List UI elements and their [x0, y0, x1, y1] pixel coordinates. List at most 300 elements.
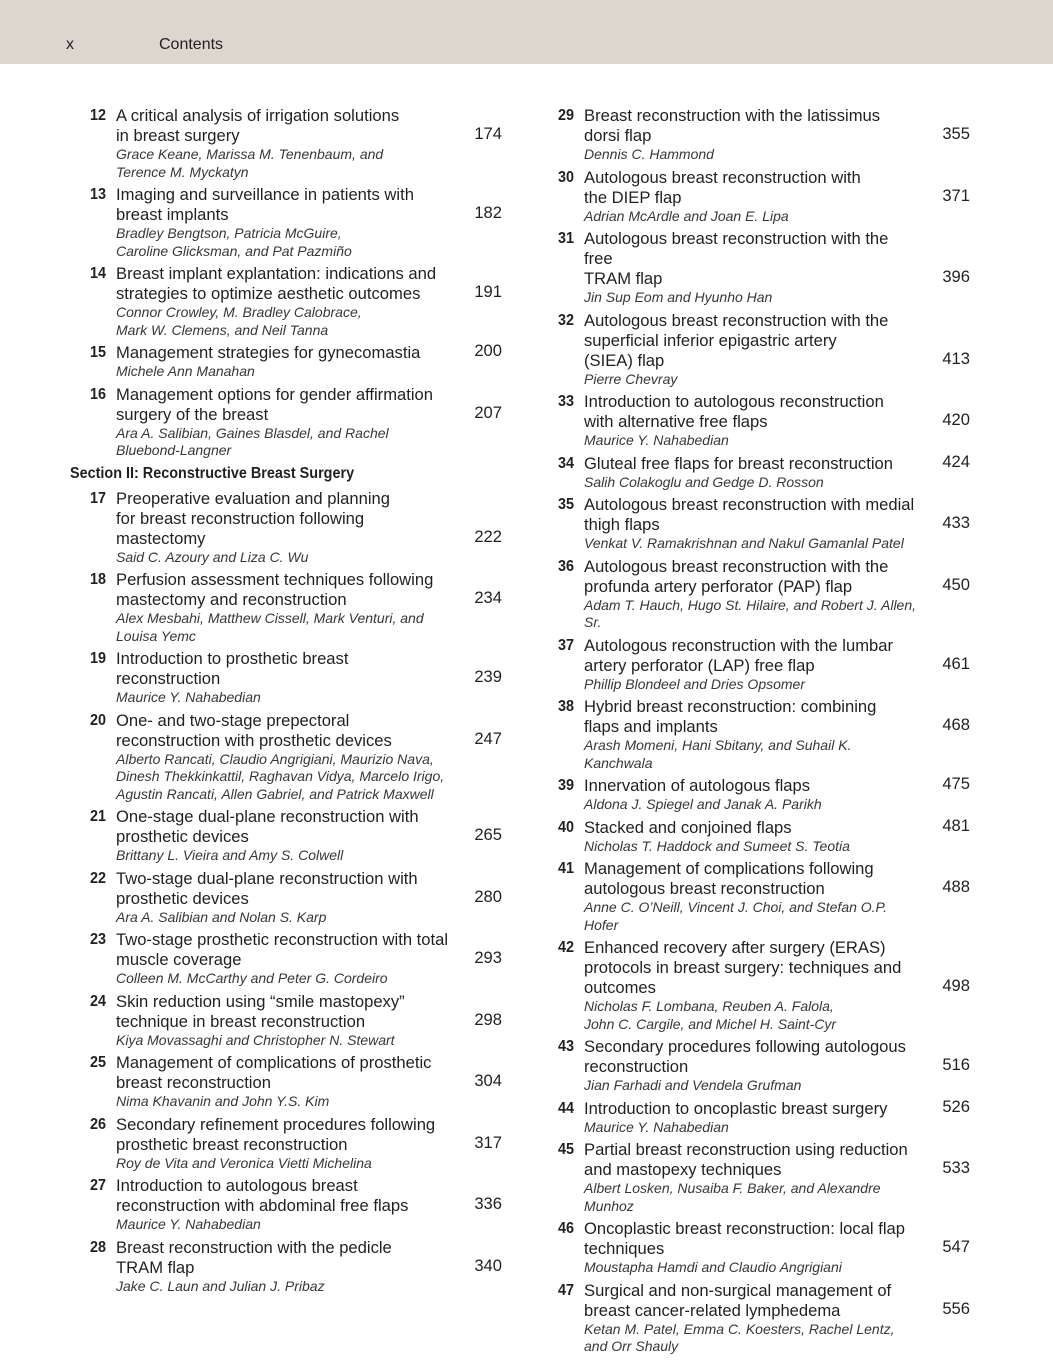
author-line: Maurice Y. Nahabedian — [116, 689, 261, 705]
chapter-number: 44 — [557, 1099, 574, 1117]
chapter-title — [116, 649, 452, 689]
page-ref: 336 — [474, 1194, 502, 1213]
toc-entry — [70, 489, 502, 567]
chapter-authors — [116, 304, 452, 339]
author-line: Albert Losken, Nusaiba F. Baker, and Alexandre Munhoz — [584, 1180, 881, 1214]
chapter-title-block — [116, 710, 502, 751]
chapter-title-block — [116, 868, 502, 909]
page-ref: 516 — [942, 1055, 970, 1074]
page-ref: 317 — [474, 1132, 502, 1152]
chapter-title-block — [116, 341, 502, 363]
author-line: Connor Crowley, M. Bradley Calobrace, — [116, 304, 362, 320]
chapter-title — [584, 636, 920, 676]
chapter-authors — [584, 838, 920, 856]
page-ref: 191 — [474, 282, 502, 301]
chapter-title — [116, 343, 452, 363]
author-line: Michele Ann Manahan — [116, 363, 255, 379]
chapter-number: 37 — [557, 636, 574, 654]
chapter-authors — [116, 146, 452, 181]
chapter-title-line: mastectomy — [116, 528, 206, 548]
author-line: Mark W. Clemens, and Neil Tanna — [116, 321, 329, 338]
page-ref: 280 — [474, 886, 502, 906]
toc-entry — [538, 1140, 970, 1215]
page-ref: 239 — [474, 667, 502, 686]
chapter-title-line: Skin reduction using “smile mastopexy” — [116, 991, 405, 1011]
chapter-title — [584, 229, 920, 289]
chapter-title-line: dorsi flap — [584, 126, 652, 145]
chapter-title-line: Management strategies for gynecomastia — [116, 343, 421, 362]
page-ref: 340 — [474, 1255, 502, 1275]
chapter-title-block — [116, 1176, 502, 1216]
chapter-title-block — [584, 1037, 970, 1077]
chapter-title — [116, 264, 452, 304]
chapter-title-block — [584, 451, 970, 474]
toc-entry — [70, 570, 502, 645]
toc-entry — [538, 392, 970, 450]
author-line: Bluebond-Langner — [116, 442, 232, 458]
chapter-title-line: for breast reconstruction following — [116, 508, 365, 528]
page-ref: 481 — [942, 815, 970, 835]
chapter-title-line: Hybrid breast reconstruction: combining — [584, 697, 877, 716]
chapter-title — [116, 869, 452, 909]
author-line: Jin Sup Eom and Hyunho Han — [584, 289, 773, 305]
page-ref: 234 — [474, 588, 502, 607]
chapter-title — [116, 1115, 452, 1155]
toc-entry — [70, 1053, 502, 1111]
chapter-title-block — [116, 185, 502, 225]
chapter-authors — [584, 1077, 920, 1095]
toc-entry — [538, 697, 970, 772]
chapter-title — [584, 818, 920, 838]
chapter-title-block — [116, 384, 502, 425]
chapter-title-line: technique in breast reconstruction — [116, 1011, 366, 1031]
chapter-title-line: Two-stage prosthetic reconstruction with total — [116, 930, 449, 949]
toc-entry — [538, 815, 970, 856]
toc-entry — [70, 106, 502, 181]
chapter-number: 39 — [557, 777, 574, 794]
author-line: Jake C. Laun and Julian J. Pribaz — [116, 1277, 325, 1294]
chapter-title-line: Breast implant explantation: indications and — [116, 264, 437, 283]
chapter-title-line: superficial inferior epigastric artery — [584, 330, 837, 350]
chapter-title-line: techniques — [584, 1239, 665, 1258]
toc-entry — [70, 992, 502, 1050]
chapter-title-line: Innervation of autologous flaps — [584, 776, 811, 795]
chapter-title-block — [584, 310, 970, 371]
author-line: Maurice Y. Nahabedian — [584, 1118, 729, 1135]
chapter-authors — [584, 676, 920, 694]
chapter-title-line: Partial breast reconstruction using reduction — [584, 1140, 908, 1159]
chapter-title-block — [584, 635, 970, 676]
chapter-title-line: thigh flaps — [584, 515, 660, 534]
page-number: x — [66, 36, 74, 53]
chapter-title-line: Breast reconstruction with the pedicle — [116, 1237, 392, 1257]
chapter-title-line: breast reconstruction — [116, 1073, 271, 1092]
chapter-authors — [584, 208, 920, 226]
page-ref: 461 — [942, 653, 970, 673]
author-line: Jian Farhadi and Vendela Grufman — [584, 1077, 802, 1093]
author-line: Phillip Blondeel and Dries Opsomer — [584, 675, 805, 692]
chapter-title-line: outcomes — [584, 978, 656, 997]
chapter-number: 43 — [557, 1038, 574, 1055]
chapter-title-block — [116, 570, 502, 610]
chapter-number: 30 — [557, 168, 574, 186]
page-ref: 526 — [942, 1096, 970, 1116]
page-ref: 547 — [942, 1237, 970, 1256]
author-line: Maurice Y. Nahabedian — [116, 1216, 261, 1232]
chapter-title — [116, 930, 452, 970]
chapter-title-block — [116, 807, 502, 847]
chapter-number: 20 — [89, 711, 106, 729]
chapter-title-line: Management options for gender affirmation — [116, 384, 434, 404]
chapter-authors — [116, 689, 452, 707]
toc-entry — [70, 1176, 502, 1234]
chapter-title-block — [584, 815, 970, 838]
chapter-title-block — [116, 1114, 502, 1155]
author-line: Adam T. Hauch, Hugo St. Hilaire, and Robert J. Allen, Sr. — [584, 596, 917, 630]
chapter-number: 29 — [557, 107, 574, 124]
chapter-title-line: reconstruction — [584, 1057, 689, 1076]
chapter-title-line: TRAM flap — [116, 1257, 195, 1277]
toc-entry — [538, 776, 970, 814]
chapter-authors — [116, 549, 452, 567]
chapter-authors — [116, 847, 452, 865]
toc-entry — [70, 264, 502, 339]
chapter-title-line: Enhanced recovery after surgery (ERAS) — [584, 938, 886, 957]
chapter-title — [584, 1037, 920, 1077]
chapter-title-line: muscle coverage — [116, 950, 242, 969]
toc-entry — [538, 1281, 970, 1356]
chapter-title — [584, 106, 920, 146]
chapter-authors — [116, 1032, 452, 1050]
toc-entry — [538, 106, 970, 164]
chapter-authors — [116, 1278, 452, 1296]
toc-entry — [538, 1219, 970, 1277]
chapter-title — [116, 1053, 452, 1093]
chapter-number: 32 — [557, 311, 574, 329]
page-ref: 182 — [474, 203, 502, 222]
chapter-title-block — [116, 1053, 502, 1093]
chapter-number: 23 — [89, 931, 106, 948]
chapter-title-line: protocols in breast surgery: techniques and — [584, 958, 902, 977]
toc-entry — [70, 807, 502, 865]
chapter-title-block — [584, 1140, 970, 1180]
chapter-authors — [584, 1180, 920, 1215]
chapter-title-line: Management of complications following — [584, 859, 874, 878]
chapter-title-line: profunda artery perforator (PAP) flap — [584, 576, 853, 596]
chapter-title-line: reconstruction — [116, 669, 221, 688]
chapter-authors — [116, 363, 452, 381]
page-header — [0, 0, 1053, 64]
chapter-title-line: Stacked and conjoined flaps — [584, 817, 792, 837]
toc-entry — [538, 495, 970, 553]
author-line: Agustin Rancati, Allen Gabriel, and Patrick Maxwell — [116, 785, 434, 802]
author-line: Anne C. O’Neill, Vincent J. Choi, and Stefan O.P. Hofer — [584, 899, 887, 933]
author-line: Louisa Yemc — [116, 627, 196, 644]
author-line: Ara A. Salibian, Gaines Blasdel, and Rachel — [116, 424, 389, 441]
chapter-authors — [584, 432, 920, 450]
toc-entry — [70, 1115, 502, 1173]
chapter-title — [116, 807, 452, 847]
chapter-number: 35 — [557, 496, 574, 513]
chapter-title-line: surgery of the breast — [116, 404, 269, 424]
chapter-title-block — [584, 167, 970, 208]
toc-entry — [70, 869, 502, 927]
page-ref: 371 — [942, 185, 970, 205]
page-ref: 293 — [474, 948, 502, 967]
page-ref: 247 — [474, 728, 502, 748]
chapter-title-block — [584, 106, 970, 146]
chapter-number: 28 — [89, 1238, 106, 1256]
chapter-title-block — [116, 649, 502, 689]
chapter-number: 19 — [89, 650, 106, 667]
chapter-number: 34 — [557, 454, 574, 472]
chapter-title-line: reconstruction with abdominal free flaps — [116, 1196, 409, 1215]
page-ref: 488 — [942, 877, 970, 896]
chapter-title — [116, 992, 452, 1032]
chapter-title-line: Introduction to oncoplastic breast surgery — [584, 1098, 888, 1118]
chapter-title — [584, 557, 920, 597]
chapter-authors — [584, 371, 920, 389]
chapter-title-line: the DIEP flap — [584, 187, 682, 207]
page-ref: 433 — [942, 513, 970, 532]
chapter-title-line: (SIEA) flap — [584, 350, 665, 370]
toc-column-left — [70, 106, 502, 1299]
chapter-title-block — [584, 556, 970, 597]
page-ref: 304 — [474, 1071, 502, 1090]
chapter-title — [584, 1099, 920, 1119]
chapter-number: 42 — [557, 939, 574, 956]
chapter-title-line: Imaging and surveillance in patients with — [116, 185, 414, 204]
author-line: Alex Mesbahi, Matthew Cissell, Mark Venturi, and — [116, 610, 424, 626]
toc-entry — [538, 229, 970, 307]
chapter-authors — [116, 610, 452, 645]
page-ref: 207 — [474, 402, 502, 422]
chapter-title — [584, 1281, 920, 1321]
chapter-title — [116, 1238, 452, 1278]
chapter-title-line: flaps and implants — [584, 717, 718, 736]
toc-entry — [70, 649, 502, 707]
chapter-authors — [584, 1259, 920, 1277]
chapter-number: 15 — [89, 344, 106, 361]
chapter-title — [584, 168, 920, 208]
page-ref: 468 — [942, 715, 970, 734]
author-line: John C. Cargile, and Michel H. Saint-Cyr — [584, 1015, 837, 1032]
chapter-title-line: reconstruction with prosthetic devices — [116, 730, 392, 750]
chapter-title-line: Introduction to autologous reconstruction — [584, 392, 884, 411]
toc-entry — [70, 1238, 502, 1296]
toc-entry — [538, 1037, 970, 1095]
chapter-number: 33 — [557, 393, 574, 410]
chapter-title-line: Autologous reconstruction with the lumbar — [584, 635, 893, 655]
author-line: Said C. Azoury and Liza C. Wu — [116, 548, 309, 565]
chapter-authors — [584, 474, 920, 492]
chapter-title-line: Management of complications of prosthetic — [116, 1053, 432, 1072]
chapter-authors — [584, 899, 920, 934]
chapter-title — [584, 1219, 920, 1259]
chapter-authors — [584, 289, 920, 307]
author-line: Bradley Bengtson, Patricia McGuire, — [116, 225, 342, 241]
chapter-authors — [584, 146, 920, 164]
author-line: and Orr Shauly — [584, 1338, 679, 1354]
chapter-title — [116, 185, 452, 225]
chapter-number: 25 — [89, 1054, 106, 1071]
author-line: Arash Momeni, Hani Sbitany, and Suhail K. Kanchwala — [584, 737, 852, 771]
chapter-number: 31 — [557, 230, 574, 247]
chapter-title — [584, 697, 920, 737]
author-line: Moustapha Hamdi and Claudio Angrigiani — [584, 1259, 842, 1275]
chapter-title-line: Two-stage dual-plane reconstruction with — [116, 868, 418, 888]
chapter-number: 26 — [89, 1115, 106, 1133]
chapter-number: 41 — [557, 860, 574, 877]
author-line: Nima Khavanin and John Y.S. Kim — [116, 1093, 330, 1109]
chapter-title-block — [584, 697, 970, 737]
chapter-authors — [584, 998, 920, 1033]
author-line: Pierre Chevray — [584, 370, 678, 387]
toc-entry — [70, 385, 502, 460]
page-ref: 498 — [942, 976, 970, 995]
chapter-title-block — [584, 392, 970, 432]
chapter-title — [584, 495, 920, 535]
chapter-number: 14 — [89, 265, 106, 282]
chapter-authors — [116, 909, 452, 927]
page-ref: 424 — [942, 451, 970, 471]
author-line: Brittany L. Vieira and Amy S. Colwell — [116, 847, 344, 863]
chapter-title-line: TRAM flap — [584, 269, 663, 288]
chapter-title-line: Autologous breast reconstruction with the — [584, 556, 889, 576]
chapter-authors — [584, 796, 920, 814]
chapter-title-line: prosthetic breast reconstruction — [116, 1134, 348, 1154]
author-line: Nicholas T. Haddock and Sumeet S. Teotia — [584, 837, 850, 854]
chapter-number: 40 — [557, 818, 574, 836]
author-line: Venkat V. Ramakrishnan and Nakul Gamanlal Patel — [584, 535, 904, 551]
toc-entry — [538, 938, 970, 1033]
toc-entry — [70, 185, 502, 260]
toc-entry — [538, 168, 970, 226]
chapter-number: 38 — [557, 698, 574, 715]
chapter-title-line: prosthetic devices — [116, 888, 249, 908]
chapter-title — [584, 392, 920, 432]
chapter-title-line: prosthetic devices — [116, 827, 249, 846]
chapter-title-block — [116, 488, 502, 549]
page-ref: 413 — [942, 348, 970, 368]
page-ref: 355 — [942, 124, 970, 143]
chapter-title-block — [584, 1280, 970, 1321]
chapter-number: 27 — [89, 1177, 106, 1194]
chapter-title-line: Secondary refinement procedures following — [116, 1114, 436, 1134]
page-ref: 298 — [474, 1009, 502, 1029]
chapter-number: 13 — [89, 186, 106, 203]
chapter-title-line: Perfusion assessment techniques following — [116, 570, 434, 589]
running-title: Contents — [159, 36, 224, 53]
chapter-title-line: with alternative free flaps — [584, 412, 768, 431]
chapter-title-block — [584, 774, 970, 796]
chapter-authors — [116, 1216, 452, 1234]
chapter-number: 21 — [89, 808, 106, 825]
chapter-title-line: Autologous breast reconstruction with the free — [584, 229, 889, 268]
chapter-title-block — [584, 859, 970, 899]
chapter-title-line: One- and two-stage prepectoral — [116, 710, 350, 730]
chapter-title-line: artery perforator (LAP) free flap — [584, 655, 815, 675]
chapter-title-block — [116, 1237, 502, 1278]
chapter-number: 18 — [89, 571, 106, 588]
chapter-title — [584, 454, 920, 474]
chapter-number: 47 — [557, 1281, 574, 1299]
chapter-number: 24 — [89, 992, 106, 1010]
page-ref: 420 — [942, 410, 970, 429]
chapter-authors — [116, 970, 452, 988]
chapter-title — [116, 570, 452, 610]
author-line: Maurice Y. Nahabedian — [584, 432, 729, 448]
author-line: Salih Colakoglu and Gedge D. Rosson — [584, 473, 824, 490]
toc-entry — [538, 859, 970, 934]
chapter-title-line: Oncoplastic breast reconstruction: local flap — [584, 1219, 905, 1238]
chapter-title-line: Breast reconstruction with the latissimus — [584, 106, 881, 125]
toc-entry — [538, 636, 970, 694]
chapter-title-block — [116, 106, 502, 146]
chapter-title-line: Surgical and non-surgical management of — [584, 1280, 892, 1300]
chapter-title-line: in breast surgery — [116, 126, 240, 145]
chapter-title-line: Autologous breast reconstruction with — [584, 167, 861, 187]
author-line: Ara A. Salibian and Nolan S. Karp — [116, 908, 327, 925]
toc-entry — [538, 311, 970, 389]
chapter-title-block — [584, 938, 970, 998]
toc-entry — [538, 1096, 970, 1137]
toc-entry — [538, 557, 970, 632]
author-line: Roy de Vita and Veronica Vietti Michelina — [116, 1154, 372, 1171]
chapter-title-block — [584, 495, 970, 535]
chapter-authors — [584, 597, 920, 632]
chapter-authors — [116, 1093, 452, 1111]
chapter-title-line: strategies to optimize aesthetic outcomes — [116, 284, 421, 303]
author-line: Dennis C. Hammond — [584, 146, 714, 162]
toc-column-right — [538, 106, 970, 1360]
chapter-title-line: Autologous breast reconstruction with the — [584, 310, 889, 330]
chapter-title-line: mastectomy and reconstruction — [116, 590, 347, 609]
page-ref: 475 — [942, 774, 970, 793]
chapter-title — [584, 776, 920, 796]
chapter-title — [116, 106, 452, 146]
chapter-title-line: Gluteal free flaps for breast reconstruction — [584, 453, 893, 473]
page-ref: 222 — [474, 526, 502, 546]
chapter-title — [116, 385, 452, 425]
toc-entry — [70, 711, 502, 804]
section-heading: Section II: Reconstructive Breast Surgery — [70, 464, 355, 482]
chapter-authors — [116, 1155, 452, 1173]
author-line: Aldona J. Spiegel and Janak A. Parikh — [584, 796, 822, 812]
page-ref: 200 — [474, 341, 502, 360]
chapter-title-block — [116, 991, 502, 1032]
chapter-title — [116, 1176, 452, 1216]
toc-entry — [70, 930, 502, 988]
chapter-number: 22 — [89, 869, 106, 887]
chapter-number: 12 — [89, 107, 106, 124]
chapter-title-line: Secondary procedures following autologous — [584, 1037, 906, 1056]
author-line: Adrian McArdle and Joan E. Lipa — [584, 207, 789, 224]
chapter-number: 45 — [557, 1141, 574, 1158]
author-line: Terence M. Myckatyn — [116, 163, 249, 180]
chapter-title-line: Introduction to autologous breast — [116, 1176, 358, 1195]
chapter-title-line: One-stage dual-plane reconstruction with — [116, 807, 419, 826]
chapter-title — [584, 859, 920, 899]
author-line: Dinesh Thekkinkattil, Raghavan Vidya, Marcelo Irigo, — [116, 768, 445, 784]
author-line: Caroline Glicksman, and Pat Pazmiño — [116, 242, 352, 259]
chapter-number: 17 — [89, 489, 106, 507]
chapter-title-line: Introduction to prosthetic breast — [116, 649, 349, 668]
chapter-title-block — [584, 229, 970, 289]
chapter-title — [116, 711, 452, 751]
author-line: Alberto Rancati, Claudio Angrigiani, Maurizio Nava, — [116, 750, 434, 767]
chapter-title-line: breast implants — [116, 205, 229, 224]
